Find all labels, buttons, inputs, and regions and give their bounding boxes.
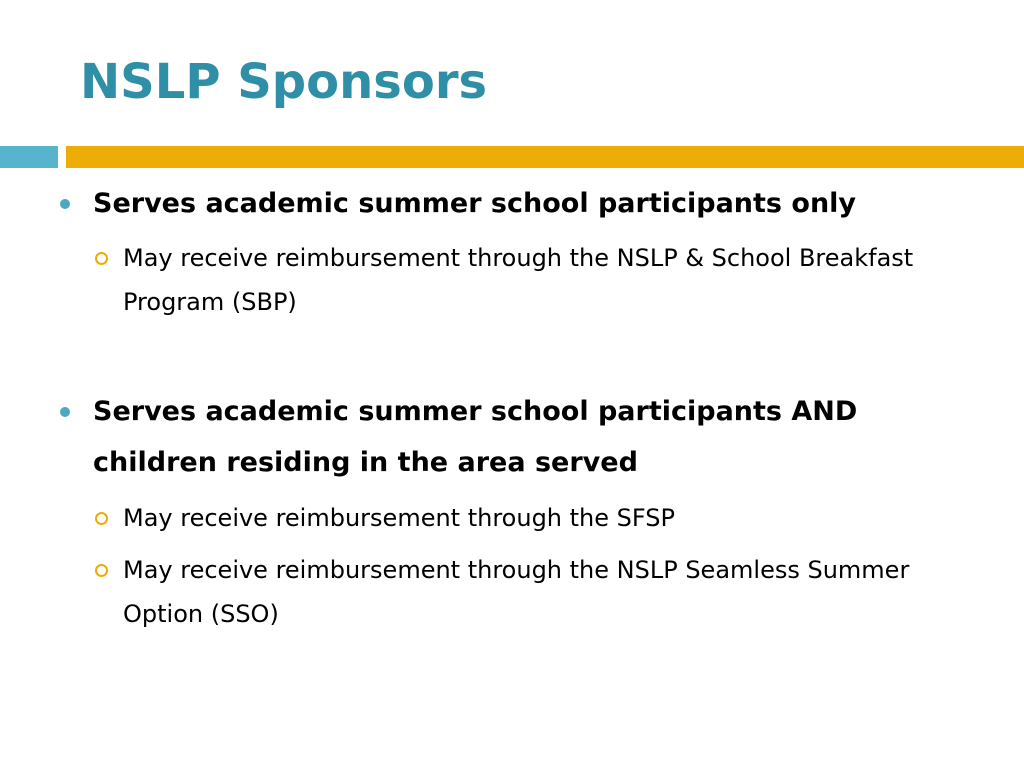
sub-bullet-text-1-1: May receive reimbursement through the NSLP & School Breakfast Program (SBP) [123,244,914,316]
sub-bullet-text-2-2: May receive reimbursement through the NSLP Seamless Summer Option (SSO) [123,556,910,628]
sub-bullet-text-2-1: May receive reimbursement through the SFSP [123,504,675,532]
accent-bar-blue [0,146,58,168]
filled-circle-bullet-icon [60,407,70,417]
filled-circle-bullet-icon [60,199,70,209]
hollow-circle-bullet-icon [95,564,108,577]
bullet-text-2: Serves academic summer school participants AND children residing in the area served [93,396,858,478]
slide-title: NSLP Sponsors [80,54,488,110]
bullet-text-1: Serves academic summer school participants only [93,188,857,219]
hollow-circle-bullet-icon [95,512,108,525]
accent-bar-gold [66,146,1024,168]
hollow-circle-bullet-icon [95,252,108,265]
